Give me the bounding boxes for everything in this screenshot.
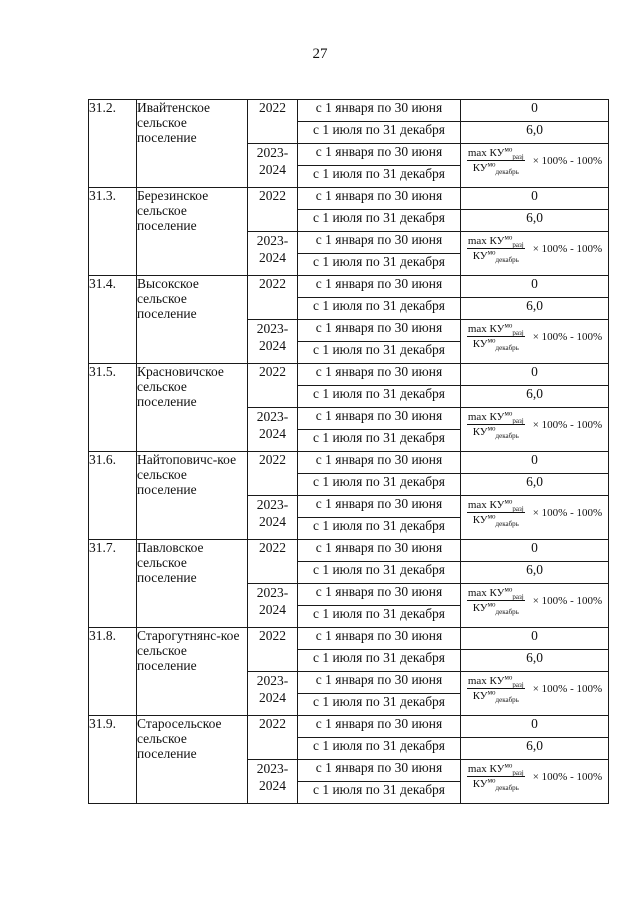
value-cell: 6,0 — [461, 122, 609, 144]
formula-num-sub: pазj — [512, 153, 524, 162]
formula-tail: × 100% - 100% — [532, 154, 603, 167]
formula-den-sub: декабрь — [495, 696, 519, 705]
entry-year-b: 2023-2024 — [248, 232, 298, 276]
formula-den-sub: декабрь — [495, 256, 519, 265]
formula-fraction — [467, 585, 525, 617]
page-number: 27 — [312, 46, 328, 62]
period-cell: с 1 июля по 31 декабря — [298, 782, 461, 804]
value-cell: 6,0 — [461, 474, 609, 496]
entry-year-a: 2022 — [248, 100, 298, 144]
formula-num-sup: мо — [504, 585, 513, 594]
formula-num-text: max КУ — [467, 411, 505, 423]
period-cell: с 1 июля по 31 декабря — [298, 474, 461, 496]
value-cell: 0 — [461, 188, 609, 210]
table-row — [89, 364, 609, 386]
value-cell: 6,0 — [461, 650, 609, 672]
entry-number: 31.8. — [89, 628, 137, 716]
period-cell: с 1 января по 30 июня — [298, 540, 461, 562]
formula-num-sub: pазj — [512, 329, 524, 338]
tariff-formula — [467, 145, 603, 177]
period-cell: с 1 июля по 31 декабря — [298, 518, 461, 540]
value-cell: 6,0 — [461, 562, 609, 584]
entry-number: 31.6. — [89, 452, 137, 540]
entry-year-b: 2023-2024 — [248, 496, 298, 540]
entry-name: Павловское сельское поселение — [137, 540, 248, 628]
entry-year-a: 2022 — [248, 452, 298, 496]
formula-denominator — [472, 248, 519, 265]
formula-den-sub: декабрь — [495, 168, 519, 177]
formula-tail: × 100% - 100% — [532, 506, 603, 519]
formula-cell — [461, 760, 609, 804]
period-cell: с 1 января по 30 июня — [298, 760, 461, 782]
formula-den-sup: мо — [487, 688, 496, 697]
value-cell: 6,0 — [461, 738, 609, 760]
formula-num-sup: мо — [504, 321, 513, 330]
period-cell: с 1 января по 30 июня — [298, 232, 461, 254]
formula-den-text: КУ — [472, 162, 488, 174]
formula-num-text: max КУ — [467, 235, 505, 247]
period-cell: с 1 января по 30 июня — [298, 100, 461, 122]
table-body — [89, 100, 609, 804]
entry-year-b: 2023-2024 — [248, 144, 298, 188]
formula-fraction — [467, 497, 525, 529]
value-cell: 6,0 — [461, 298, 609, 320]
formula-den-sub: декабрь — [495, 344, 519, 353]
tariff-formula — [467, 673, 603, 705]
period-cell: с 1 января по 30 июня — [298, 496, 461, 518]
formula-num-text: max КУ — [467, 763, 505, 775]
formula-denominator — [472, 776, 519, 793]
formula-numerator — [467, 323, 525, 337]
formula-tail: × 100% - 100% — [532, 770, 603, 783]
formula-denominator — [472, 424, 519, 441]
formula-fraction — [467, 233, 525, 265]
value-cell: 0 — [461, 276, 609, 298]
tariff-table — [88, 99, 609, 804]
period-cell: с 1 июля по 31 декабря — [298, 298, 461, 320]
entry-number: 31.3. — [89, 188, 137, 276]
formula-num-sub: pазj — [512, 417, 524, 426]
formula-num-sub: pазj — [512, 241, 524, 250]
entry-number: 31.5. — [89, 364, 137, 452]
formula-fraction — [467, 409, 525, 441]
formula-fraction — [467, 321, 525, 353]
entry-year-a: 2022 — [248, 540, 298, 584]
formula-cell — [461, 232, 609, 276]
entry-number: 31.9. — [89, 716, 137, 804]
formula-den-sup: мо — [487, 336, 496, 345]
formula-num-sub: pазj — [512, 505, 524, 514]
period-cell: с 1 января по 30 июня — [298, 584, 461, 606]
period-cell: с 1 июля по 31 декабря — [298, 122, 461, 144]
formula-denominator — [472, 336, 519, 353]
entry-name: Найтоповичс-кое сельское поселение — [137, 452, 248, 540]
formula-num-text: max КУ — [467, 323, 505, 335]
table-row — [89, 452, 609, 474]
table-row — [89, 628, 609, 650]
period-cell: с 1 июля по 31 декабря — [298, 738, 461, 760]
entry-year-b: 2023-2024 — [248, 320, 298, 364]
formula-num-sub: pазj — [512, 593, 524, 602]
formula-den-sup: мо — [487, 512, 496, 521]
formula-denominator — [472, 512, 519, 529]
formula-den-text: КУ — [472, 250, 488, 262]
formula-num-sup: мо — [504, 145, 513, 154]
period-cell: с 1 июля по 31 декабря — [298, 562, 461, 584]
value-cell: 0 — [461, 628, 609, 650]
formula-numerator — [467, 235, 525, 249]
formula-fraction — [467, 673, 525, 705]
formula-den-sup: мо — [487, 600, 496, 609]
formula-cell — [461, 496, 609, 540]
entry-name: Старогутнянс-кое сельское поселение — [137, 628, 248, 716]
table-row — [89, 540, 609, 562]
table-row — [89, 276, 609, 298]
entry-year-b: 2023-2024 — [248, 672, 298, 716]
formula-num-sup: мо — [504, 233, 513, 242]
formula-numerator — [467, 147, 525, 161]
formula-num-sub: pазj — [512, 769, 524, 778]
tariff-formula — [467, 497, 603, 529]
tariff-formula — [467, 321, 603, 353]
entry-name: Старосельское сельское поселение — [137, 716, 248, 804]
entry-year-b: 2023-2024 — [248, 760, 298, 804]
formula-numerator — [467, 763, 525, 777]
formula-den-text: КУ — [472, 514, 488, 526]
formula-num-sup: мо — [504, 761, 513, 770]
entry-year-a: 2022 — [248, 364, 298, 408]
table-row — [89, 188, 609, 210]
formula-num-text: max КУ — [467, 587, 505, 599]
formula-den-sub: декабрь — [495, 432, 519, 441]
period-cell: с 1 июля по 31 декабря — [298, 210, 461, 232]
formula-tail: × 100% - 100% — [532, 242, 603, 255]
value-cell: 0 — [461, 716, 609, 738]
period-cell: с 1 января по 30 июня — [298, 364, 461, 386]
entry-name: Высокское сельское поселение — [137, 276, 248, 364]
formula-num-sup: мо — [504, 497, 513, 506]
period-cell: с 1 июля по 31 декабря — [298, 694, 461, 716]
value-cell: 0 — [461, 540, 609, 562]
entry-year-b: 2023-2024 — [248, 584, 298, 628]
period-cell: с 1 июля по 31 декабря — [298, 606, 461, 628]
formula-den-text: КУ — [472, 426, 488, 438]
period-cell: с 1 июля по 31 декабря — [298, 254, 461, 276]
entry-year-a: 2022 — [248, 716, 298, 760]
entry-year-a: 2022 — [248, 188, 298, 232]
period-cell: с 1 июля по 31 декабря — [298, 166, 461, 188]
formula-den-sup: мо — [487, 776, 496, 785]
formula-den-sup: мо — [487, 424, 496, 433]
period-cell: с 1 июля по 31 декабря — [298, 650, 461, 672]
period-cell: с 1 июля по 31 декабря — [298, 342, 461, 364]
formula-numerator — [467, 675, 525, 689]
formula-den-sub: декабрь — [495, 608, 519, 617]
formula-den-sup: мо — [487, 248, 496, 257]
period-cell: с 1 января по 30 июня — [298, 628, 461, 650]
formula-cell — [461, 672, 609, 716]
tariff-formula — [467, 761, 603, 793]
formula-tail: × 100% - 100% — [532, 594, 603, 607]
formula-tail: × 100% - 100% — [532, 330, 603, 343]
entry-year-a: 2022 — [248, 628, 298, 672]
entry-name: Ивайтенское сельское поселение — [137, 100, 248, 188]
formula-numerator — [467, 499, 525, 513]
entry-name: Березинское сельское поселение — [137, 188, 248, 276]
period-cell: с 1 января по 30 июня — [298, 188, 461, 210]
formula-denominator — [472, 688, 519, 705]
value-cell: 0 — [461, 364, 609, 386]
table-row — [89, 716, 609, 738]
value-cell: 6,0 — [461, 210, 609, 232]
formula-cell — [461, 408, 609, 452]
tariff-formula — [467, 233, 603, 265]
formula-cell — [461, 144, 609, 188]
period-cell: с 1 января по 30 июня — [298, 320, 461, 342]
formula-numerator — [467, 411, 525, 425]
period-cell: с 1 июля по 31 декабря — [298, 430, 461, 452]
value-cell: 0 — [461, 452, 609, 474]
formula-num-text: max КУ — [467, 147, 505, 159]
formula-denominator — [472, 160, 519, 177]
formula-tail: × 100% - 100% — [532, 682, 603, 695]
formula-fraction — [467, 761, 525, 793]
formula-numerator — [467, 587, 525, 601]
formula-fraction — [467, 145, 525, 177]
formula-num-text: max КУ — [467, 675, 505, 687]
formula-den-text: КУ — [472, 690, 488, 702]
formula-den-sub: декабрь — [495, 784, 519, 793]
table-row — [89, 100, 609, 122]
formula-num-sub: pазj — [512, 681, 524, 690]
formula-num-text: max КУ — [467, 499, 505, 511]
formula-denominator — [472, 600, 519, 617]
period-cell: с 1 января по 30 июня — [298, 144, 461, 166]
formula-den-sup: мо — [487, 160, 496, 169]
formula-num-sup: мо — [504, 673, 513, 682]
formula-den-text: КУ — [472, 602, 488, 614]
period-cell: с 1 января по 30 июня — [298, 276, 461, 298]
entry-number: 31.2. — [89, 100, 137, 188]
entry-name: Красновичское сельское поселение — [137, 364, 248, 452]
formula-den-sub: декабрь — [495, 520, 519, 529]
value-cell: 6,0 — [461, 386, 609, 408]
entry-number: 31.7. — [89, 540, 137, 628]
entry-year-a: 2022 — [248, 276, 298, 320]
formula-num-sup: мо — [504, 409, 513, 418]
formula-tail: × 100% - 100% — [532, 418, 603, 431]
value-cell: 0 — [461, 100, 609, 122]
formula-cell — [461, 584, 609, 628]
period-cell: с 1 января по 30 июня — [298, 716, 461, 738]
formula-cell — [461, 320, 609, 364]
formula-den-text: КУ — [472, 778, 488, 790]
entry-number: 31.4. — [89, 276, 137, 364]
formula-den-text: КУ — [472, 338, 488, 350]
entry-year-b: 2023-2024 — [248, 408, 298, 452]
period-cell: с 1 января по 30 июня — [298, 452, 461, 474]
period-cell: с 1 июля по 31 декабря — [298, 386, 461, 408]
period-cell: с 1 января по 30 июня — [298, 408, 461, 430]
tariff-formula — [467, 409, 603, 441]
tariff-formula — [467, 585, 603, 617]
period-cell: с 1 января по 30 июня — [298, 672, 461, 694]
